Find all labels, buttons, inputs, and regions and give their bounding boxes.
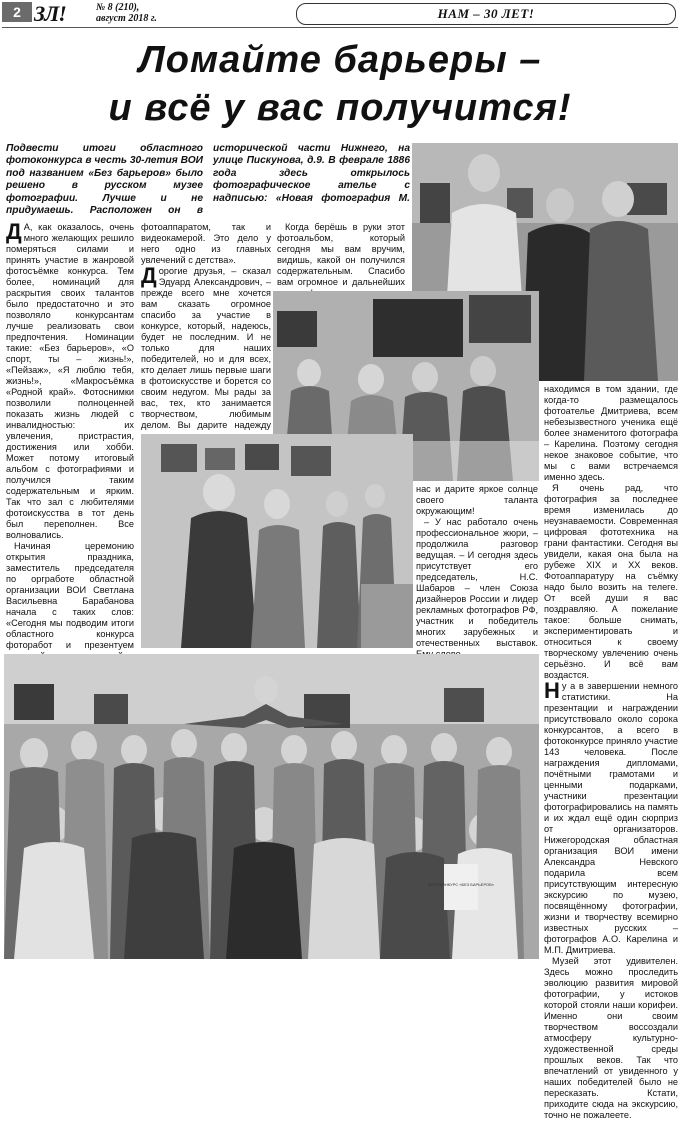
right-para4: Музей этот удивителен. Здесь можно проследить эволюцию развития мировой фотографии, у истоков которой стояли наши корифеи. Именно они своим творчеством воссоздали атмосферу культурно-художественной среды прошлых веков. Так что впечатлений от увиденного у наших победителей было не пересказать. Кстати, приходите сюда на экскурсию, точно не пожалеете.: [544, 956, 678, 1120]
mid-column: [416, 484, 538, 650]
header-rule: [2, 27, 678, 28]
issue-date: август 2018 г.: [96, 13, 157, 24]
right-para3: у а в завершении немного статистики. На презентации и награждении присутствовало около сорока конкурсантов, а всего в фотоконкурсе приняло участие 143 человека. После награждения дипломами, почётными грамотами и ценными подарками, участники презентации фотографировались на память и их ждал ещё один сюрприз от организаторов. Нижегородская областная организация ВОИ имени Александра Невского подарила всем присутствующим интересную экскурсию по музею, посвящённому фотографии, жизни и творчеству всемирно известных русских – фотографов А.О. Карелина и М.П. Дмитриева.: [544, 681, 678, 955]
newspaper-logo: ЗЛ!: [34, 1, 66, 26]
headline-line2: и всё у вас получится!: [108, 87, 572, 129]
photo-group-image: [4, 654, 539, 959]
headline-line1: Ломайте барьеры –: [138, 39, 542, 81]
col1-para1: А, как оказалось, очень много желающих решило померяться силами и принять участие в жанровой фотосъёмке конкурса. Тем более, номинаций для раскрытия своих талантов было предостаточно и это позволяло конкурсантам лучше реализовать свои предпочтения. Номинации такие: «Без барьеров», «О спорт, ты – жизнь!», «Пейзаж», «Я люблю тебя, жизнь!», «Макросъёмка «Родной край». Фотоснимки позволили полноценней показать жизнь людей с инвалидностью: их увлечения, пристрастия, достижения или хобби. Может потому итоговый альбом с фотографиями и получился таким содержательным и ярким. Так что зал с любителями фотоискусства в тот день был переполнен. Все волновались.: [6, 222, 134, 540]
lead-paragraph: Подвести итоги областного фотоконкурса в честь 30-летия ВОИ под названием «Без барьеров» было решено в русском музее фотографии. Лучше и не придумаешь. Расположен он в исторической части Нижнего, на улице Пискунова, д.9. В феврале 1886 года здесь открылось фотографическое ателье с надписью: «Новая фотография М.: [6, 143, 410, 217]
mid-para2: – У нас работало очень профессиональное жюри, – продолжила разговор ведущая. – И сегодня здесь присутствует его председатель, Н.С. Шабаров – член Союза дизайнеров России и лидер рекламных фотографов РФ, участник и победитель многих зарубежных и отечественных выставок.: [416, 517, 538, 648]
mid-para1: нас и дарите яркое солнце своего таланта окружающим!: [416, 484, 538, 516]
album-cover-text: ФОТОКОНКУРС «БЕЗ БАРЬЕРОВ»: [427, 882, 495, 887]
photo-children-image: [141, 434, 413, 648]
col1-para2: Начиная церемонию открытия праздника, заместитель председателя по оргработе областной организации ВОИ Светлана Васильевна Барабанова начала с таких слов: «Сегодня мы подводим итоги областного конкурса фоторабот и презентуем: [6, 541, 134, 650]
column-1: [6, 219, 134, 650]
photo-group: [4, 654, 539, 959]
col2-para1: фотоаппаратом, так и видеокамерой. Это дело у него одно из главных увлечений с детства».: [141, 222, 271, 265]
photo-children: [141, 434, 413, 648]
drop-cap: Д: [141, 263, 157, 288]
right-column: [544, 384, 678, 1120]
right-para2: Я очень рад, что фотография за последнее время изменилась до неузнаваемости. Современная цифровая фототехника на грани фантастики. Сегодня вы увидели, какая она была на рубеже XIX и XX веков. Фотоаппаратуру на съёмку надо было возить на телеге. От всей души я вас поздравляю. А пожелание такое: больше снимать, экспериментировать и относиться к своему творческому увлечению очень серьёзно. И всё вам воздастся.: [544, 483, 678, 680]
page-number: 2: [2, 2, 32, 22]
section-rubric: НАМ – 30 ЛЕТ!: [296, 3, 676, 25]
column-2: [141, 222, 271, 432]
col2-para2: орогие друзья, – сказал Эдуард Александрович, – прежде всего мне хочется вам сказать огромное спасибо за участие в конкурсе, который, надеюсь, будет не последним. И не только для наших победителей, но и для всех, кто делает лишь первые шаги в фотоискусстве и борется со своим недугом. Мы рады за вас, тех, кто занимается творчеством, любимым делом. Вы дарите надежду: [141, 266, 271, 430]
drop-cap: Н: [544, 678, 560, 703]
issue-number: № 8 (210),: [96, 2, 140, 13]
issue-info: [96, 2, 157, 24]
right-para1: находимся в том здании, где когда-то размещалось фотоателье Дмитриева, всем небезызвестного ученика ещё более знаменитого фотографа – Карелина. Поэтому сегодня некое знаковое событие, что мы с вами встречаемся именно здесь.: [544, 384, 678, 482]
column-3: [277, 222, 405, 294]
col3-para1: Когда берёшь в руки этот фотоальбом, который сегодня мы вам вручим, видишь, какой он получился содержательным. Спасибо вам огромное и дальнейших: [277, 222, 405, 287]
drop-cap: Д: [6, 219, 22, 244]
